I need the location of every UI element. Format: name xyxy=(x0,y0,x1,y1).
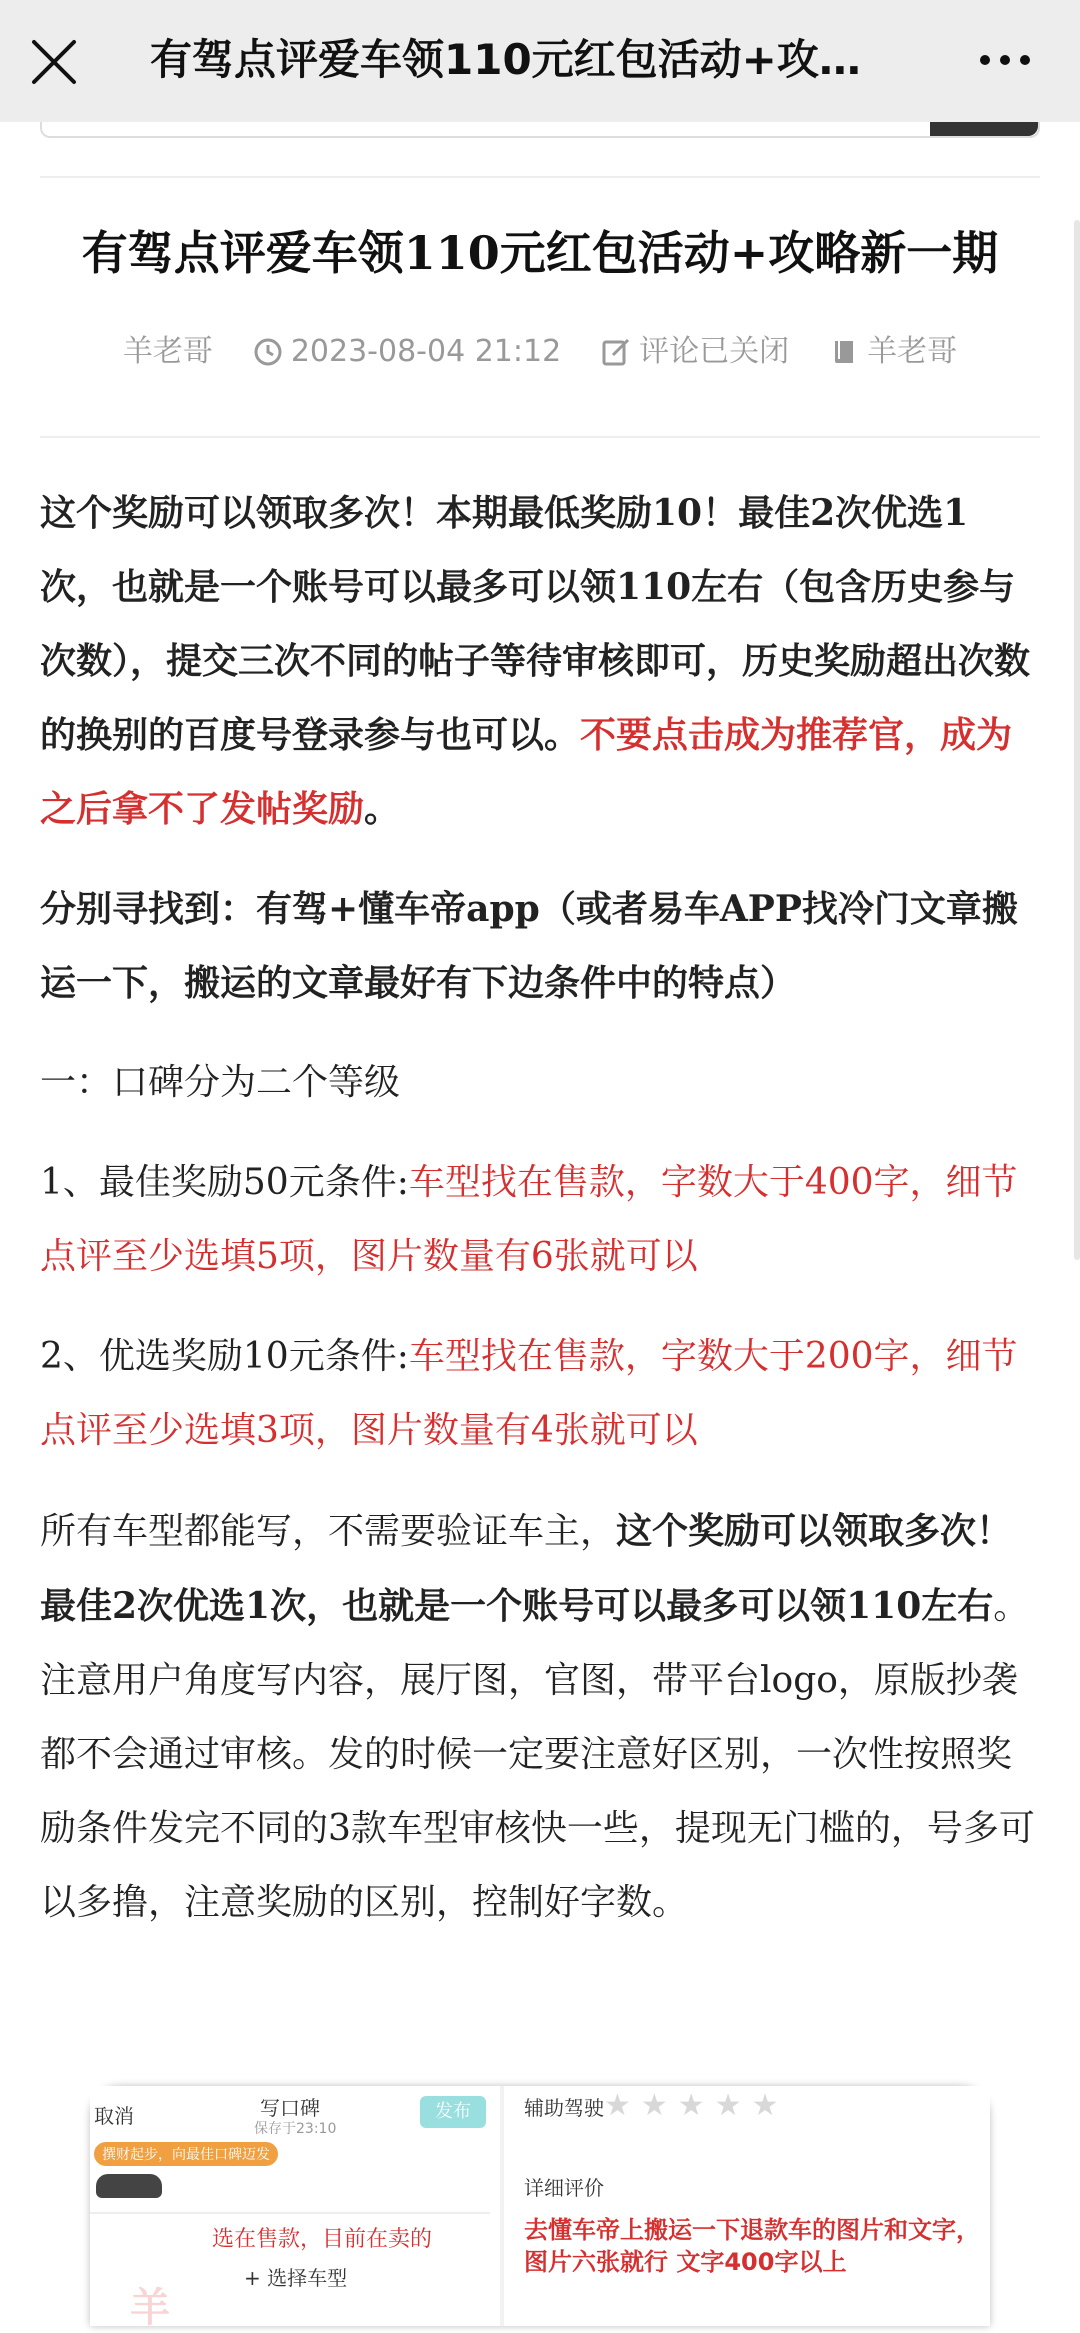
paragraph-1-end: 。 xyxy=(364,788,401,830)
top-bar xyxy=(0,0,1080,122)
meta-author[interactable] xyxy=(123,330,213,374)
paragraph-4 xyxy=(40,1146,1040,1294)
image-instruction-red: 去懂车帝上搬运一下退款车的图片和文字，图片六张就行 文字400字以上 xyxy=(524,2216,980,2276)
image-assist-label: 辅助驾驶 xyxy=(524,2096,604,2120)
image-right-panel xyxy=(504,2086,990,2326)
image-detail-label: 详细评价 xyxy=(524,2176,604,2200)
article-title: 有驾点评爱车领110元红包活动+攻略新一期 xyxy=(81,226,999,280)
datetime-text: 2023-08-04 21:12 xyxy=(290,334,562,369)
paragraph-1-warning: 不要点击成为推荐官，成为之后拿不了发帖奖励 xyxy=(40,714,1013,830)
reward-best-label: 1、最佳奖励50元条件: xyxy=(40,1162,409,1203)
meta-datetime xyxy=(253,330,561,374)
close-button[interactable] xyxy=(28,30,82,90)
reward-select-label: 2、优选奖励10元条件: xyxy=(40,1336,409,1377)
paragraph-1 xyxy=(40,476,1040,846)
paragraph-6-a: 所有车型都能写，不需要验证车主， xyxy=(40,1511,617,1552)
book-icon xyxy=(829,337,859,367)
article-image[interactable] xyxy=(90,2086,990,2331)
image-cancel-text: 取消 xyxy=(94,2104,134,2128)
paragraph-6 xyxy=(40,1494,1040,1940)
article-body xyxy=(40,476,1040,1966)
image-saved-text: 保存于23:10 xyxy=(254,2121,337,2137)
more-dots-icon xyxy=(975,40,1035,80)
image-note-red: 选在售款，目前在卖的 xyxy=(212,2227,433,2252)
paragraph-6-bold: 这个奖励可以领取多次！最佳2次优选1次，也就是一个账号可以最多可以领110左右 xyxy=(40,1510,1013,1627)
comments-status: 评论已关闭 xyxy=(639,334,790,369)
more-button[interactable] xyxy=(975,40,1035,80)
star-rating-icon: ★★★★★ xyxy=(604,2088,789,2123)
search-box[interactable] xyxy=(40,122,1040,138)
paragraph-6-c: 。注意用户角度写内容，展厅图，官图，带平台logo，原版抄袭都不会通过审核。发的时候一定要注意好区别，一次性按照奖励条件发完不同的3款车型审核快一些，提现无门槛的，号多可以多撸，注意奖励的区别，控制好字数。 xyxy=(40,1586,1035,1923)
image-watermark: 羊 xyxy=(130,2285,170,2331)
paragraph-3: 一：口碑分为二个等级 xyxy=(40,1062,401,1103)
paragraph-2: 分别寻找到：有驾+懂车帝app（或者易车APP找冷门文章搬运一下，搬运的文章最好有下边条件中的特点） xyxy=(40,888,1018,1004)
image-title-text: 写口碑 xyxy=(260,2096,320,2120)
page-title: 有驾点评爱车领110元红包活动+攻… xyxy=(150,35,861,84)
car-thumbnail xyxy=(96,2174,162,2198)
image-publish-badge: 发布 xyxy=(420,2096,486,2128)
clock-icon xyxy=(253,337,283,367)
search-button[interactable] xyxy=(930,122,1038,136)
article-meta xyxy=(40,330,1040,374)
reward-select-conditions: 车型找在售款，字数大于200字，细节点评至少选填3项，图片数量有4张就可以 xyxy=(40,1336,1018,1451)
paragraph-5 xyxy=(40,1320,1040,1468)
close-icon xyxy=(28,30,82,90)
image-left-panel xyxy=(90,2086,500,2331)
reward-best-conditions: 车型找在售款，字数大于400字，细节点评至少选填5项，图片数量有6张就可以 xyxy=(40,1162,1018,1277)
divider xyxy=(40,176,1040,178)
author-name[interactable]: 羊老哥 xyxy=(122,334,213,369)
image-select-model: + 选择车型 xyxy=(244,2266,348,2290)
image-tag: 撰财起步，向最佳口碑迈发 xyxy=(94,2142,278,2166)
divider xyxy=(40,436,1040,438)
category-link[interactable]: 羊老哥 xyxy=(867,334,958,369)
scrollbar[interactable] xyxy=(1074,220,1080,1260)
image-divider xyxy=(90,2212,490,2214)
edit-icon xyxy=(601,337,631,367)
meta-category[interactable] xyxy=(829,330,957,374)
paragraph-1-bold: 这个奖励可以领取多次！本期最低奖励10！最佳2次优选1次，也就是一个账号可以最多可以领110左右（包含历史参与次数），提交三次不同的帖子等待审核即可，历史奖励超出次数的换别的百度号登录参与也可以。 xyxy=(40,492,1031,756)
meta-comments xyxy=(601,330,789,374)
